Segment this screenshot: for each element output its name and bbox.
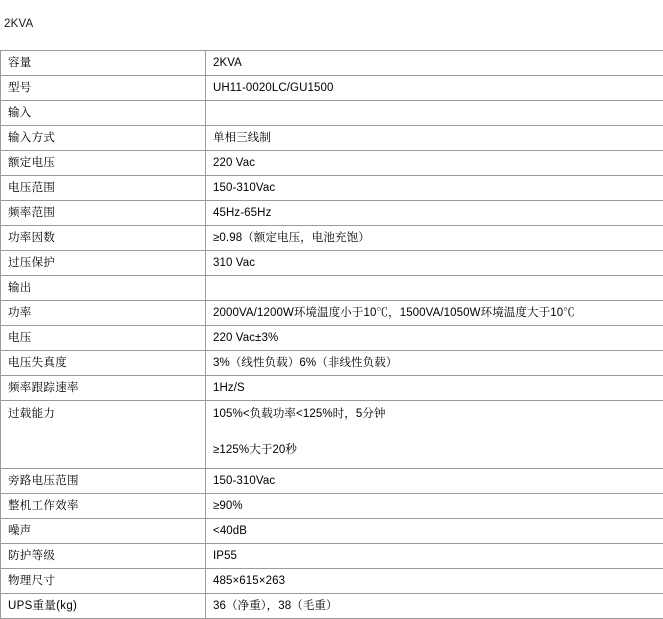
row-value: 150-310Vac xyxy=(206,176,663,201)
row-value-line2: ≥125%大于20秒 xyxy=(213,442,657,458)
row-label: 输出 xyxy=(1,276,206,301)
row-label: 频率范围 xyxy=(1,201,206,226)
row-label: 噪声 xyxy=(1,519,206,544)
row-label: 过载能力 xyxy=(1,401,206,469)
row-label: 物理尺寸 xyxy=(1,569,206,594)
specification-table xyxy=(0,50,663,619)
table-row xyxy=(1,151,663,176)
row-value xyxy=(206,276,663,301)
row-label: 输入 xyxy=(1,101,206,126)
row-value xyxy=(206,401,663,469)
row-value: 45Hz-65Hz xyxy=(206,201,663,226)
row-value: 485×615×263 xyxy=(206,569,663,594)
row-value: 1Hz/S xyxy=(206,376,663,401)
row-label: 电压失真度 xyxy=(1,351,206,376)
row-value: IP55 xyxy=(206,544,663,569)
table-row xyxy=(1,326,663,351)
table-row xyxy=(1,251,663,276)
table-row xyxy=(1,51,663,76)
row-label: 防护等级 xyxy=(1,544,206,569)
table-row-section xyxy=(1,276,663,301)
row-label: 容量 xyxy=(1,51,206,76)
row-label: UPS重量(kg) xyxy=(1,594,206,619)
row-value: 150-310Vac xyxy=(206,469,663,494)
table-row xyxy=(1,494,663,519)
row-value: 3%（线性负载）6%（非线性负载） xyxy=(206,351,663,376)
table-row xyxy=(1,594,663,619)
row-label: 整机工作效率 xyxy=(1,494,206,519)
table-row xyxy=(1,376,663,401)
row-label: 过压保护 xyxy=(1,251,206,276)
table-row xyxy=(1,469,663,494)
table-row xyxy=(1,401,663,469)
row-label: 频率跟踪速率 xyxy=(1,376,206,401)
row-value xyxy=(206,101,663,126)
row-value: 单相三线制 xyxy=(206,126,663,151)
table-row xyxy=(1,126,663,151)
row-label: 旁路电压范围 xyxy=(1,469,206,494)
table-row xyxy=(1,176,663,201)
row-value: 220 Vac±3% xyxy=(206,326,663,351)
row-label: 额定电压 xyxy=(1,151,206,176)
row-value: <40dB xyxy=(206,519,663,544)
row-value-line1: 105%<负载功率<125%时，5分钟 xyxy=(213,406,657,422)
row-value: 36（净重），38（毛重） xyxy=(206,594,663,619)
table-row xyxy=(1,201,663,226)
table-row xyxy=(1,76,663,101)
row-value: ≥90% xyxy=(206,494,663,519)
row-value: 220 Vac xyxy=(206,151,663,176)
row-value: 2KVA xyxy=(206,51,663,76)
row-label: 功率因数 xyxy=(1,226,206,251)
table-row xyxy=(1,519,663,544)
table-row xyxy=(1,301,663,326)
table-row xyxy=(1,351,663,376)
row-value: 2000VA/1200W环境温度小于10℃，1500VA/1050W环境温度大于10℃ xyxy=(206,301,663,326)
row-label: 功率 xyxy=(1,301,206,326)
row-label: 电压范围 xyxy=(1,176,206,201)
page-title: 2KVA xyxy=(4,17,33,31)
row-value: 310 Vac xyxy=(206,251,663,276)
specification-table-body xyxy=(1,51,663,619)
table-row xyxy=(1,226,663,251)
row-label: 型号 xyxy=(1,76,206,101)
row-value: ≥0.98（额定电压，电池充饱） xyxy=(206,226,663,251)
table-row xyxy=(1,569,663,594)
row-value: UH11-0020LC/GU1500 xyxy=(206,76,663,101)
table-row-section xyxy=(1,101,663,126)
row-label: 输入方式 xyxy=(1,126,206,151)
row-label: 电压 xyxy=(1,326,206,351)
table-row xyxy=(1,544,663,569)
